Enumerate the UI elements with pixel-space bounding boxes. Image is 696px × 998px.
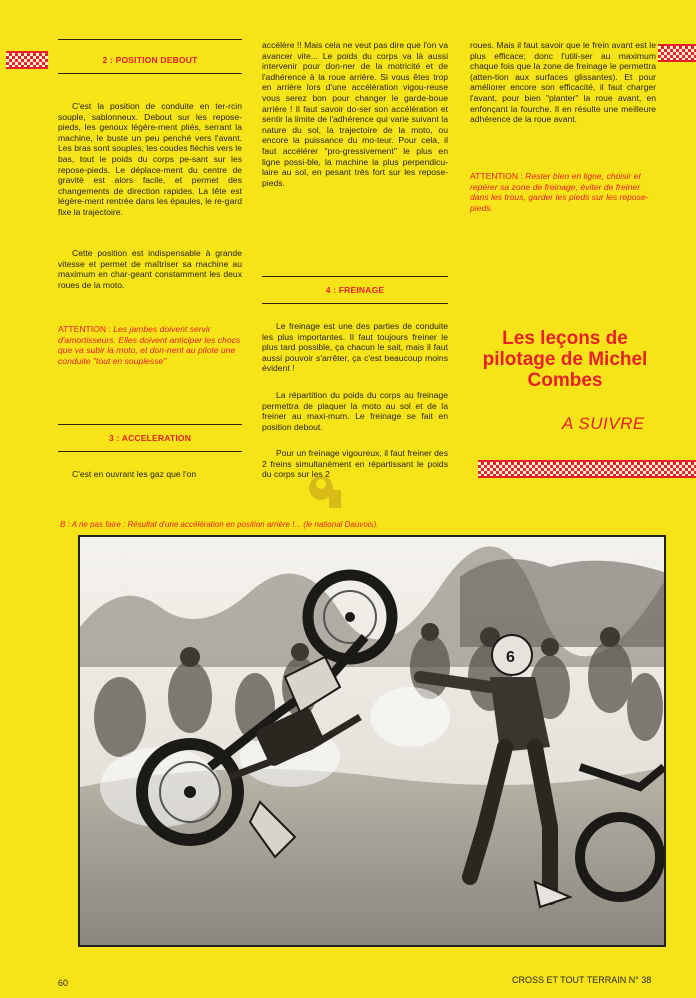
section-rule bbox=[58, 73, 242, 74]
freinage-paragraph-3: Pour un freinage vigoureux, il faut freiner des 2 freins simultanément en répartissant le poids du corps sur les 2 bbox=[262, 448, 448, 480]
checkered-band-bottom bbox=[478, 460, 696, 478]
heading-freinage: 4 : FREINAGE bbox=[325, 285, 385, 295]
magazine-issue: CROSS ET TOUT TERRAIN N° 38 bbox=[512, 975, 652, 985]
heading-acceleration: 3 : ACCELERATION bbox=[108, 433, 192, 443]
checkered-band-left bbox=[6, 51, 48, 69]
to-be-continued: A SUIVRE bbox=[562, 414, 645, 433]
position-debout-paragraph-1: C'est la position de conduite en ter-rcin souple, sablonneux. Debout sur les repose-pieds, les genoux légère-ment pliés, serrant la machine, le buste un peu penché vers l'avant. Les bras sont souples, les coudes fléchis vers le bas, tout le poids du corps pe-sant sur les repose-pieds. Le déplace-ment du centre de gravité est alors facile, et permet des changements de direction rapides. La tête est légère-ment rentrée dans les épaules, le re-gard fixe la trajectoire. bbox=[58, 101, 242, 217]
section-rule bbox=[58, 39, 242, 40]
acceleration-paragraph-continued: accélère !! Mais cela ne veut pas dire que l'on va avancer vite... Le poids du corps va là aussi intervenir pour don-ner de la motricité et de l'adhérence à la roue arrière. Si vous êtes trop en arrière lors d'une accélération vigou-reuse vous serez bon pour changer le garde-boue arrière ! Il faut savoir do-ser son accélération et sentir la limite de l'adhérence qui varie suivant la nature du sol, la trajectoire de la moto, ou encore la puissance du mo-teur. Pour cela, il faut accélérer "pro-gressivement" le plus en ligne possi-ble, la machine la plus perpendicu-laire au sol, en pesant très fort sur les repose-pieds. bbox=[262, 40, 448, 188]
section-rule bbox=[58, 424, 242, 425]
photo-illustration bbox=[80, 537, 664, 945]
freinage-paragraph-continued: roues. Mais il faut savoir que le frein avant est le plus efficace; donc l'utili-ser au maximum chaque fois que la zone de freinage le permettra (atten-tion aux surfaces glissantes). Et pour améliorer encore son efficacité, il faut charger l'avant, pour bien "planter" la roue avant, en enfonçant la fourche. Il en résulte une meilleure adhérence de la roue avant. bbox=[470, 40, 656, 125]
checkered-band-right bbox=[658, 44, 696, 62]
attention-text: Rester bien en ligne, choisir et repérer sa zone de freinage, éviter de freiner dans les trous, garder les pieds sur les repose-pieds. bbox=[470, 171, 649, 213]
section-rule bbox=[262, 303, 448, 304]
attention-note-jambes bbox=[58, 324, 242, 366]
section-rule bbox=[58, 451, 242, 452]
freinage-paragraph-1: Le freinage est une des parties de conduite les plus importantes. Il faut toujours freiner le plus tard possible, ça chacun le sait, mais il faut aussi pouvoir s'arrêter, ça c'est beaucoup moins évident ! bbox=[262, 321, 448, 374]
rider-number: 6 bbox=[506, 649, 515, 666]
attention-label: ATTENTION : bbox=[58, 324, 111, 334]
acceleration-paragraph: C'est en ouvrant les gaz que l'on bbox=[72, 469, 197, 479]
series-title: Les leçons de pilotage de Michel Combes bbox=[482, 328, 648, 391]
attention-label: ATTENTION : bbox=[470, 171, 523, 181]
attention-note-freinage bbox=[470, 171, 656, 213]
page-number: 60 bbox=[58, 978, 69, 988]
position-debout-paragraph-2: Cette position est indispensable à grande vitesse et permet de maîtriser sa machine au maximum en char-geant constamment les deux roues de la moto. bbox=[58, 248, 242, 290]
heading-position-debout: 2 : POSITION DEBOUT bbox=[102, 55, 198, 65]
freinage-paragraph-2: La répartition du poids du corps au freinage permettra de plaquer la moto au sol et de la freiner au maxi-mum. Le freinage se fait en position debout. bbox=[262, 390, 448, 432]
attention-text: Les jambes doivent servir d'amortisseurs. Elles doivent anticiper les chocs que va subir la moto, et don-nent au pilote une conduite "tout en souplesse" bbox=[58, 324, 241, 366]
section-rule bbox=[262, 276, 448, 277]
library-stamp bbox=[307, 470, 343, 514]
photo-caption: B : A ne pas faire : Résultat d'une accélération en position arrière !... (le national Dauvois). bbox=[60, 520, 379, 529]
race-photo bbox=[78, 535, 666, 947]
